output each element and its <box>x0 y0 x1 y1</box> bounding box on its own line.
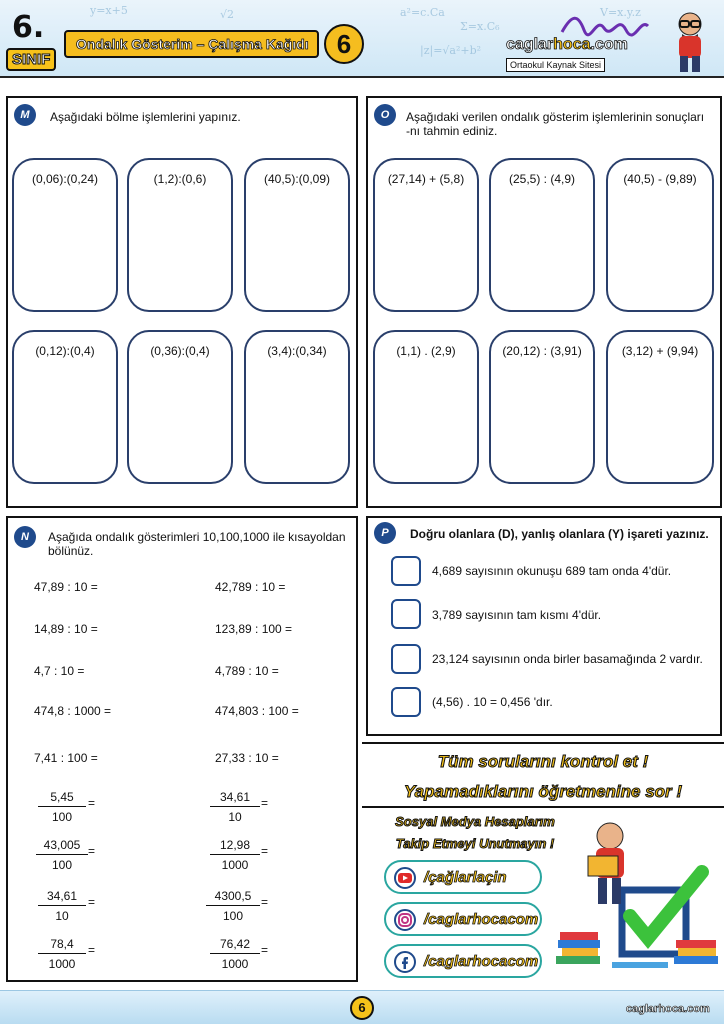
social-heading-line-1: Sosyal Medya Hesaplarım <box>395 814 555 829</box>
shortcut-division-item[interactable]: 7,41 : 100 = <box>34 751 98 765</box>
shortcut-division-item[interactable]: 4,789 : 10 = <box>215 664 279 678</box>
youtube-icon <box>394 867 416 889</box>
section-n-instruction-line1: Aşağıda ondalık gösterimleri 10,100,1000 ile kısayoldan <box>48 530 346 544</box>
fraction-denominator: 1000 <box>48 957 76 971</box>
equals-sign: = <box>88 796 96 810</box>
section-n-badge: N <box>14 526 36 548</box>
social-instagram-link[interactable] <box>384 902 542 936</box>
reminder-divider <box>362 742 724 744</box>
fraction-numerator: 34,61 <box>210 790 260 807</box>
division-card[interactable] <box>12 330 118 484</box>
fraction-denominator: 1000 <box>221 858 249 872</box>
estimate-card-text: (27,14) + (5,8) <box>387 172 465 186</box>
division-card-text: (40,5):(0,09) <box>263 172 331 186</box>
page-header: y=x+5 √2 a²=c.Ca |z|=√a²+b² Σ=x.C₆ V=x.y.z <box>0 0 724 78</box>
page-number: 6 <box>350 996 374 1020</box>
estimate-card[interactable] <box>373 330 479 484</box>
division-card-text: (0,12):(0,4) <box>35 344 95 358</box>
section-p-instruction: Doğru olanlara (D), yanlış olanlara (Y) işareti yazınız. <box>410 527 709 541</box>
facebook-icon <box>394 951 416 973</box>
fraction-numerator: 5,45 <box>38 790 86 807</box>
fraction-denominator: 10 <box>55 909 69 923</box>
footer-url: caglarhoca.com <box>626 1003 710 1015</box>
shortcut-division-item[interactable]: 474,8 : 1000 = <box>34 704 112 718</box>
reading-teacher-checkmark-illustration <box>552 812 720 982</box>
estimate-card-text: (3,12) + (9,94) <box>621 344 699 358</box>
grade-label: SINIF <box>6 48 56 71</box>
division-card[interactable] <box>127 158 233 312</box>
brand-part-1: caglar <box>506 36 554 53</box>
equals-sign: = <box>261 943 269 957</box>
fraction[interactable] <box>38 889 86 923</box>
fraction[interactable] <box>38 937 86 971</box>
shortcut-division-item[interactable]: 123,89 : 100 = <box>215 622 293 636</box>
true-false-answer-box[interactable] <box>391 687 421 717</box>
section-p-badge: P <box>374 522 396 544</box>
brand-part-2: hoca <box>553 36 591 53</box>
section-m-badge: M <box>14 104 36 126</box>
reminder-line-2: Yapamadıklarını öğretmenine sor ! <box>403 782 683 801</box>
estimate-card-text: (20,12) : (3,91) <box>502 344 582 358</box>
fraction[interactable] <box>38 790 86 824</box>
fraction-denominator: 100 <box>51 858 73 872</box>
worksheet-title-text: Ondalık Gösterim – Çalışma Kağıdı <box>76 36 309 52</box>
true-false-answer-box[interactable] <box>391 644 421 674</box>
true-false-statement: 4,689 sayısının okunuşu 689 tam onda 4'dür. <box>432 564 672 578</box>
reminder-line-1: Tüm sorularını kontrol et ! <box>437 752 649 771</box>
fraction-denominator: 100 <box>51 810 73 824</box>
social-youtube-label: /çağlarlaçin <box>424 869 507 886</box>
division-card-text: (0,06):(0,24) <box>31 172 99 186</box>
division-card[interactable] <box>12 158 118 312</box>
teacher-avatar-icon <box>660 8 712 74</box>
estimate-card[interactable] <box>373 158 479 312</box>
section-o-badge: O <box>374 104 396 126</box>
division-card-text: (0,36):(0,4) <box>150 344 210 358</box>
grade-number: 6. <box>12 10 45 45</box>
shortcut-division-item[interactable]: 42,789 : 10 = <box>215 580 286 594</box>
estimate-card-text: (40,5) - (9,89) <box>623 172 697 186</box>
squiggle-icon <box>560 12 650 38</box>
social-facebook-label: /caglarhocacom <box>424 953 539 970</box>
worksheet-title <box>64 30 319 58</box>
equals-sign: = <box>261 844 269 858</box>
reminder-divider <box>362 806 724 808</box>
brand-subtitle: Ortaokul Kaynak Sitesi <box>506 58 605 72</box>
division-card[interactable] <box>127 330 233 484</box>
true-false-answer-box[interactable] <box>391 556 421 586</box>
fraction[interactable] <box>210 790 260 824</box>
grade-badge <box>6 10 56 72</box>
sheet-number: 6 <box>324 24 364 64</box>
fraction-denominator: 1000 <box>221 957 249 971</box>
shortcut-division-item[interactable]: 14,89 : 10 = <box>34 622 98 636</box>
shortcut-division-item[interactable]: 4,7 : 10 = <box>34 664 85 678</box>
fraction-numerator: 4300,5 <box>206 889 260 906</box>
instagram-icon <box>394 909 416 931</box>
equals-sign: = <box>261 895 269 909</box>
shortcut-division-item[interactable]: 27,33 : 10 = <box>215 751 279 765</box>
division-card-text: (3,4):(0,34) <box>267 344 327 358</box>
social-facebook-link[interactable] <box>384 944 542 978</box>
section-n-instruction-line2: bölünüz. <box>48 544 94 558</box>
fraction-denominator: 10 <box>228 810 242 824</box>
section-o-instruction <box>406 110 718 138</box>
true-false-statement: (4,56) . 10 = 0,456 'dır. <box>432 695 553 709</box>
equals-sign: = <box>261 796 269 810</box>
section-o-instruction-line1: Aşağıdaki verilen ondalık gösterim işlemlerinin sonuçları <box>406 110 705 124</box>
shortcut-division-item[interactable]: 47,89 : 10 = <box>34 580 98 594</box>
true-false-statement: 23,124 sayısının onda birler basamağında 2 vardır. <box>432 652 703 666</box>
fraction-numerator: 43,005 <box>36 838 88 855</box>
estimate-card[interactable] <box>606 330 714 484</box>
division-card-text: (1,2):(0,6) <box>153 172 207 186</box>
estimate-card[interactable] <box>489 158 595 312</box>
section-o-instruction-line2: -nı tahmin ediniz. <box>406 124 498 138</box>
fraction[interactable] <box>206 889 260 923</box>
true-false-statement: 3,789 sayısının tam kısmı 4'dür. <box>432 608 602 622</box>
shortcut-division-item[interactable]: 474,803 : 100 = <box>215 704 299 718</box>
division-card[interactable] <box>244 330 350 484</box>
fraction[interactable] <box>36 838 88 872</box>
social-heading-line-2: Takip Etmeyi Unutmayın ! <box>395 836 555 851</box>
estimate-card-text: (25,5) : (4,9) <box>508 172 576 186</box>
true-false-answer-box[interactable] <box>391 599 421 629</box>
estimate-card[interactable] <box>489 330 595 484</box>
social-instagram-label: /caglarhocacom <box>424 911 539 928</box>
fraction[interactable] <box>210 838 260 872</box>
fraction[interactable] <box>210 937 260 971</box>
equals-sign: = <box>88 844 96 858</box>
brand-part-3: .com <box>590 36 628 53</box>
fraction-numerator: 76,42 <box>210 937 260 954</box>
fraction-numerator: 12,98 <box>210 838 260 855</box>
estimate-card-text: (1,1) . (2,9) <box>396 344 456 358</box>
fraction-denominator: 100 <box>222 909 244 923</box>
section-n-instruction <box>48 530 354 558</box>
equals-sign: = <box>88 895 96 909</box>
division-card[interactable] <box>244 158 350 312</box>
estimate-card[interactable] <box>606 158 714 312</box>
fraction-numerator: 34,61 <box>38 889 86 906</box>
section-m-instruction: Aşağıdaki bölme işlemlerini yapınız. <box>50 110 241 124</box>
social-youtube-link[interactable] <box>384 860 542 894</box>
equals-sign: = <box>88 943 96 957</box>
fraction-numerator: 78,4 <box>38 937 86 954</box>
brand-logo <box>506 36 628 73</box>
